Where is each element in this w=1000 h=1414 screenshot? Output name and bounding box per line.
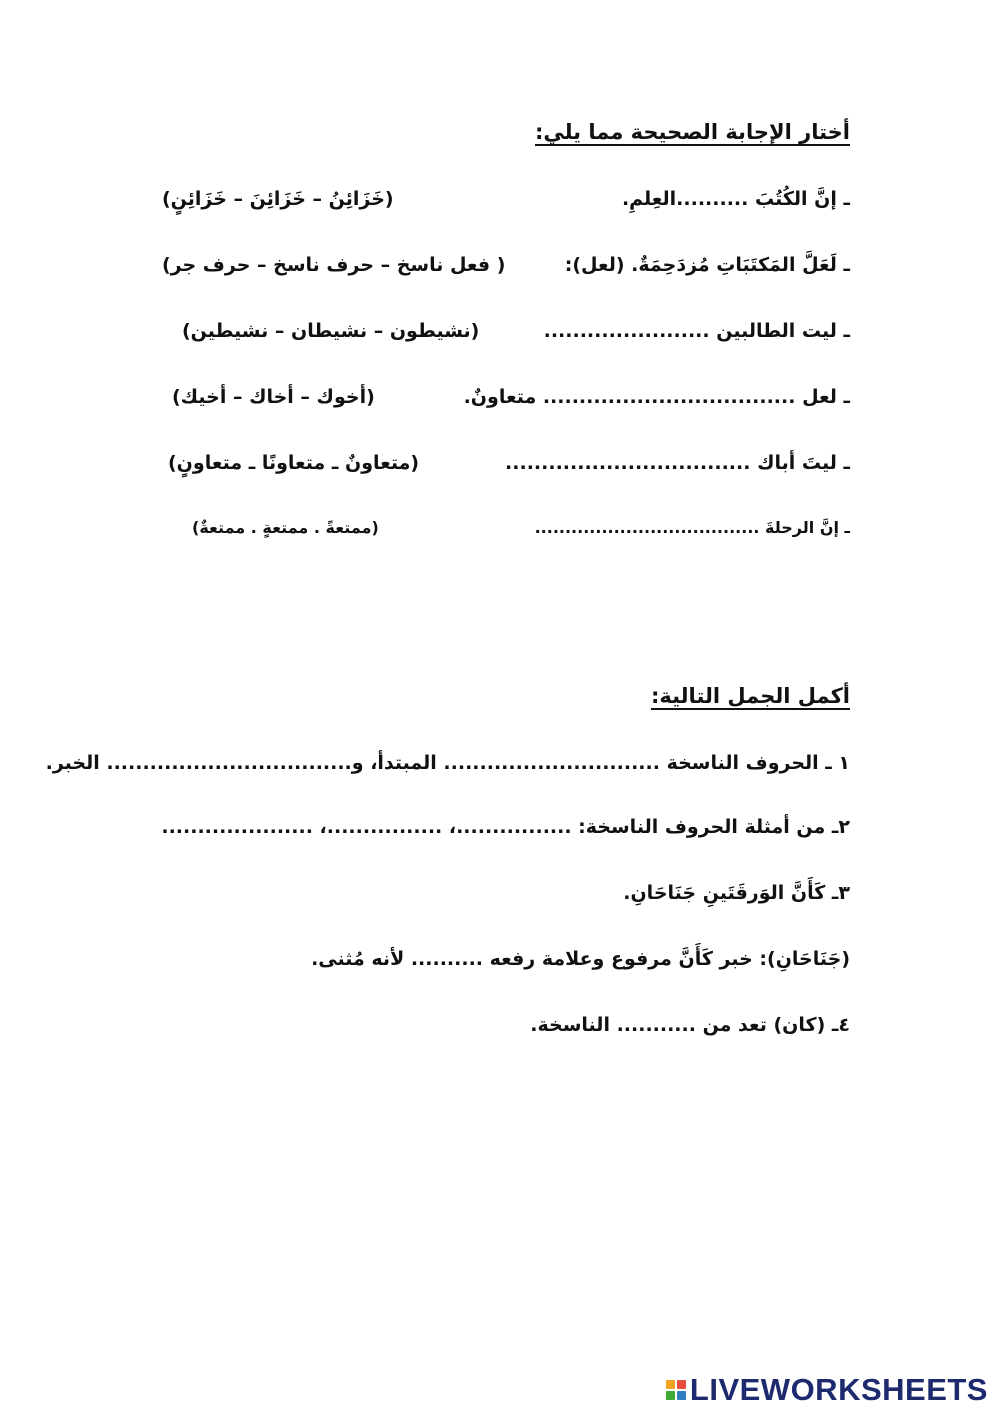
answer-options: (متعاونٌ ـ متعاونًا ـ متعاونٍ) xyxy=(168,452,420,474)
liveworksheets-logo xyxy=(666,1372,988,1408)
question-row-1 xyxy=(150,188,850,228)
completion-line-5: ٤ـ (كان) تعد من ........... الناسخة. xyxy=(530,1014,850,1036)
section1-title: أختار الإجابة الصحيحة مما يلي: xyxy=(534,120,850,144)
completion-line-3: ٣ـ كَأَنَّ الوَرقَتَينِ جَنَاحَانِ. xyxy=(623,882,850,904)
completion-line-1: ١ ـ الحروف الناسخة .............................. المبتدأ، و.................................. الخبر. xyxy=(45,752,850,774)
answer-options: (نشيطون – نشيطان – نشيطين) xyxy=(182,320,480,342)
question-row-5 xyxy=(150,452,850,492)
logo-block xyxy=(666,1391,675,1400)
logo-block xyxy=(666,1380,675,1389)
question-row-4 xyxy=(150,386,850,426)
question-row-2 xyxy=(150,254,850,294)
logo-block xyxy=(677,1380,686,1389)
question-text: ـ ليت الطالبين ....................... xyxy=(543,320,850,342)
answer-options: (أخوك – أخاك – أخيك) xyxy=(172,386,375,408)
question-row-6 xyxy=(150,518,850,558)
logo-block xyxy=(677,1391,686,1400)
answer-options: (خَزَائِنُ – خَزَائِنَ – خَزَائِنٍ) xyxy=(162,188,394,210)
question-text: ـ إنَّ الرحلةَ ..................................... xyxy=(534,518,850,537)
completion-line-2: ٢ـ من أمثلة الحروف الناسخة: ................، ................، ..................... xyxy=(161,816,850,838)
answer-options: ( فعل ناسخ – حرف ناسخ – حرف جر) xyxy=(162,254,506,276)
completion-line-4: (جَنَاحَانِ): خبر كَأَنَّ مرفوع وعلامة رفعه .......... لأنه مُثنى. xyxy=(311,948,850,970)
question-text: ـ لَعَلَّ المَكتَبَاتِ مُزدَحِمَةٌ. (لعل): xyxy=(564,254,850,276)
question-text: ـ لعل ................................... متعاونٌ. xyxy=(463,386,850,408)
section2-title: أكمل الجمل التالية: xyxy=(650,684,850,708)
logo-text: LIVEWORKSHEETS xyxy=(689,1372,988,1407)
question-text: ـ ليتَ أباك .................................. xyxy=(505,452,850,474)
logo-blocks-icon xyxy=(666,1380,686,1400)
question-text: ـ إنَّ الكُتُبَ ..........العِلمِ. xyxy=(621,188,850,210)
answer-options: (ممتعةً . ممتعةٍ . ممتعةٌ) xyxy=(192,518,379,537)
question-row-3 xyxy=(150,320,850,360)
